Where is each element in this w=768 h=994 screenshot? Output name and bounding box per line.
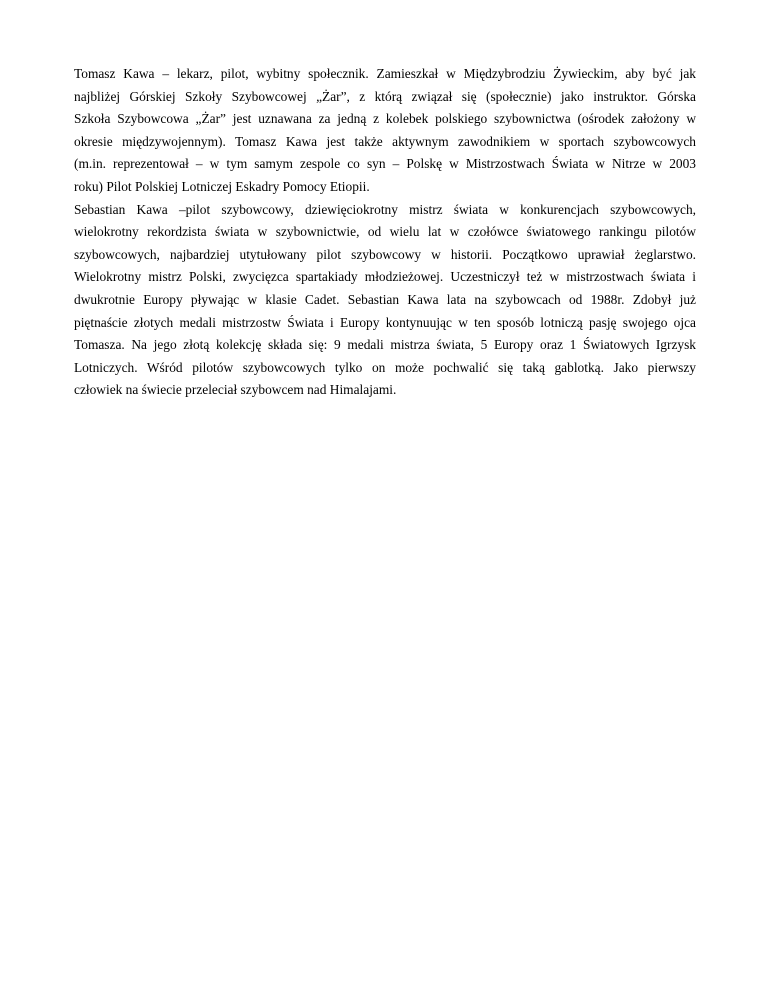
text-line: okresie międzywojennym). Tomasz Kawa jest także aktywnym zawodnikiem w sportach szybowcowych — [74, 133, 696, 149]
text-line: Szkoła Szybowcowa „Żar” jest uznawana za jedną z kolebek polskiego szybownictwa (ośrodek założony w — [74, 111, 696, 127]
text-line: piętnaście złotych medali mistrzostw Świata i Europy kontynuując w ten sposób lotniczą pasję swojego ojca — [74, 314, 696, 330]
paragraph-sebastian-kawa — [74, 199, 696, 402]
text-line: Wielokrotny mistrz Polski, zwycięzca spartakiady młodzieżowej. Uczestniczył też w mistrzostwach świata i — [74, 269, 696, 285]
text-line: Tomasz Kawa – lekarz, pilot, wybitny społecznik. Zamieszkał w Międzybrodziu Żywieckim, aby być jak — [74, 66, 696, 81]
text-line: Lotniczych. Wśród pilotów szybowcowych tylko on może pochwalić się taką gablotką. Jako pierwszy — [74, 359, 696, 375]
text-line: wielokrotny rekordzista świata w szybownictwie, od wielu lat w czołówce światowego rankingu pilotów — [74, 224, 696, 240]
text-line: najbliżej Górskiej Szkoły Szybowcowej „Żar”, z którą związał się (społecznie) jako instruktor. Górska — [74, 88, 696, 104]
text-line: roku) Pilot Polskiej Lotniczej Eskadry Pomocy Etiopii. — [74, 178, 370, 194]
text-line: Tomasza. Na jego złotą kolekcję składa się: 9 medali mistrza świata, 5 Europy oraz 1 Światowych Igrzysk — [74, 337, 696, 353]
text-line: człowiek na świecie przeleciał szybowcem nad Himalajami. — [74, 382, 397, 398]
text-line: dwukrotnie Europy pływając w klasie Cadet. Sebastian Kawa lata na szybowcach od 1988r. Zdobył już — [74, 291, 696, 307]
document-body — [74, 63, 696, 402]
paragraph-tomasz-kawa — [74, 63, 696, 199]
text-line: (m.in. reprezentował – w tym samym zespole co syn – Polskę w Mistrzostwach Świata w Nitrze w 2003 — [74, 156, 696, 172]
text-line: szybowcowych, najbardziej utytułowany pilot szybowcowy w historii. Początkowo uprawiał żeglarstwo. — [74, 246, 696, 262]
text-line: Sebastian Kawa –pilot szybowcowy, dziewięciokrotny mistrz świata w konkurencjach szybowcowych, — [74, 201, 696, 217]
